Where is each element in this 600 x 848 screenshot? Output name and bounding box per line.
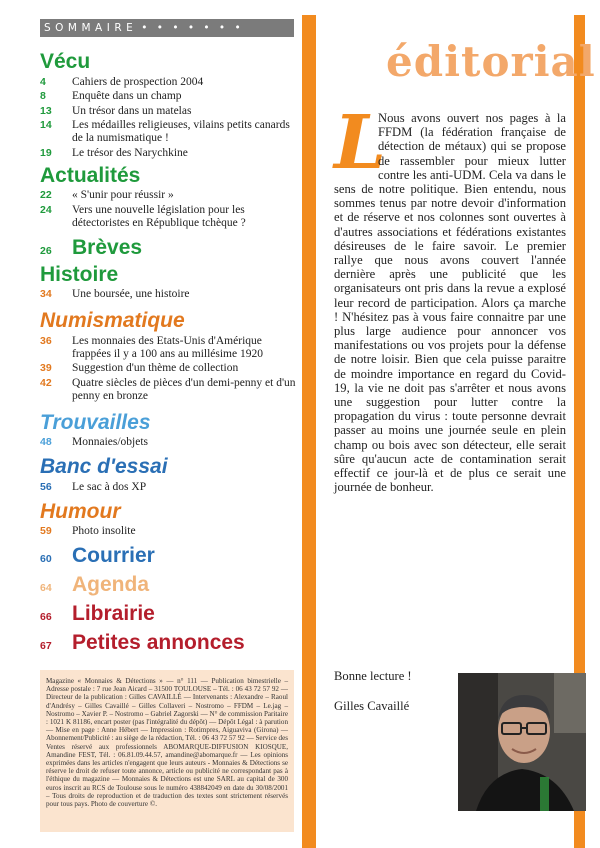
editorial-title: éditorial xyxy=(386,37,596,86)
toc-entry[interactable]: 42 Quatre siècles de pièces d'un demi-penny et d'un penny en bronze xyxy=(40,376,296,402)
section-title[interactable]: Trouvailles xyxy=(40,410,151,434)
toc-entry[interactable]: 14 Les médailles religieuses, vilains petits canards de la numismatique ! xyxy=(40,119,290,144)
toc-list xyxy=(40,50,296,658)
portrait-illustration xyxy=(458,673,586,811)
section-title[interactable]: Actualités xyxy=(40,163,141,187)
toc-entry[interactable]: 4 Cahiers de prospection 2004 xyxy=(40,75,204,88)
toc-entry[interactable]: 56 Le sac à dos XP xyxy=(40,480,147,493)
editorial-text: Nous avons ouvert nos pages à la FFDM (la fédération française de détection de métaux) qui se propose de rassembler pour mieux lutter contre les anti-UDM. Cela va dans le sens de notre politique. Bien entendu, nous sommes tenus par notre devoir d'information et de réserve et nos colonnes sont ouvertes à d'autres associations et fédérations existantes désireuses de le faire savoir. Le premier rallye que nous avons couvert l'année dernière après une publicité que les organisateurs ont pris dans la revue a explosé leur record de participation. Alors ça marche ! N'hésitez pas à vous faire connaitre par une plus large audience pour annoncer vos manifestations ou vos projets pour la défense de notre loisir. Bien que cela puisse paraitre de moindre importance en regard du Covid-19, la vie ne doit pas s'arrêter et nous avons une suggestion pour lutter contre la propagation du virus : toute personne devrait passer au moins une journée seule en plein champ ou bois avec son détecteur, elle serait sûre qu'aucun acte de contamination serait effectif ce jour-là et de plus ce serait une journée de bonheur. xyxy=(334,111,566,495)
table-of-contents-column xyxy=(0,0,298,848)
section-title[interactable]: Histoire xyxy=(40,262,119,286)
section-title[interactable]: 64 Agenda xyxy=(40,573,150,596)
section-title[interactable]: Humour xyxy=(40,499,121,523)
toc-entry[interactable]: 39 Suggestion d'un thème de collection xyxy=(40,362,239,374)
section-title[interactable]: 26 Brèves xyxy=(40,235,143,259)
toc-entry[interactable]: 19 Le trésor des Narychkine xyxy=(40,146,188,159)
sommaire-header: SOMMAIRE • • • • • • • xyxy=(40,19,294,37)
editorial-body xyxy=(334,100,566,495)
editorial-content xyxy=(316,15,596,848)
toc-entry[interactable]: 13 Un trésor dans un matelas xyxy=(40,104,192,117)
section-title[interactable]: 67 Petites annonces xyxy=(40,631,245,654)
toc-entry[interactable]: 59 Photo insolite xyxy=(40,525,136,537)
section-title[interactable]: Banc d'essai xyxy=(40,455,168,478)
section-title[interactable]: 60 Courrier xyxy=(40,544,155,567)
editorial-panel xyxy=(302,15,596,848)
credits-box: Magazine « Monnaies & Détections » — n° 111 — Publication bimestrielle – Adresse postale : 7 rue Jean Aicard – 31500 TOULOUSE – Tél. : 06 43 72 57 92 — Directeur de la publication : Gilles CAVAILLÉ — Intervenants : Alexandre – Raoul d'Andrésy – Gilles Cavaillé – Gilles Collaveri – Nostromo – FFDM – Le.jag – Nostromo – Xavier P. – Nostromo – Gabriel Zagorski — N° de commission Paritaire : 1021 K 81186, encart poster (pas l'intégralité du dépôt) — Dépôt Légal : à parution — Mise en page : Anne Hébert — Impression : Rotimpres, Aiguaviva (Girona) — Abonnement/Publicité : au siège de la rédaction, Tél. : 06 43 72 57 92 — Service des Ventes réservé aux professionnels ABOMARQUE-DIFFUSION KIOSQUE, Amandine FEST, Tél. : 06.81.09.44.57, amandine@abomarque.fr — Les opinions exprimées dans les articles n'engagent que leurs auteurs - Monnaies & Détections se réserve le droit de refuser toute annonce, article ou publicité ne correspondant pas à l'éthique du magazine — Monnaies & Détections est une SARL au capital de 300 euros inscrit au RCS de Toulouse sous le numéro 438842049 en date du 30/08/2001 – Tous droits de reproduction et de traduction des textes sont strictement réservés pour tous pays. Photo de couverture ©. xyxy=(40,670,294,832)
drop-cap: L xyxy=(334,100,387,186)
toc-entry[interactable]: 24 Vers une nouvelle législation pour les détectoristes en République tchèque ? xyxy=(40,203,246,229)
closing-line: Bonne lecture ! xyxy=(334,669,412,683)
toc-entry[interactable]: 34 Une boursée, une histoire xyxy=(40,288,190,300)
toc-entry[interactable]: 48 Monnaies/objets xyxy=(40,436,149,448)
author-photo xyxy=(458,673,586,811)
toc-entry[interactable]: 22 « S'unir pour réussir » xyxy=(40,189,174,201)
author-name: Gilles Cavaillé xyxy=(334,699,410,713)
toc-entry[interactable]: 36 Les monnaies des Etats-Unis d'Amérique frappées il y a 100 ans au millésime 1920 xyxy=(40,334,263,360)
section-title[interactable]: 66 Librairie xyxy=(40,602,155,625)
section-title[interactable]: Numismatique xyxy=(40,309,185,332)
toc-entry[interactable]: 8 Enquête dans un champ xyxy=(40,90,182,102)
section-title[interactable]: Vécu xyxy=(40,50,91,73)
